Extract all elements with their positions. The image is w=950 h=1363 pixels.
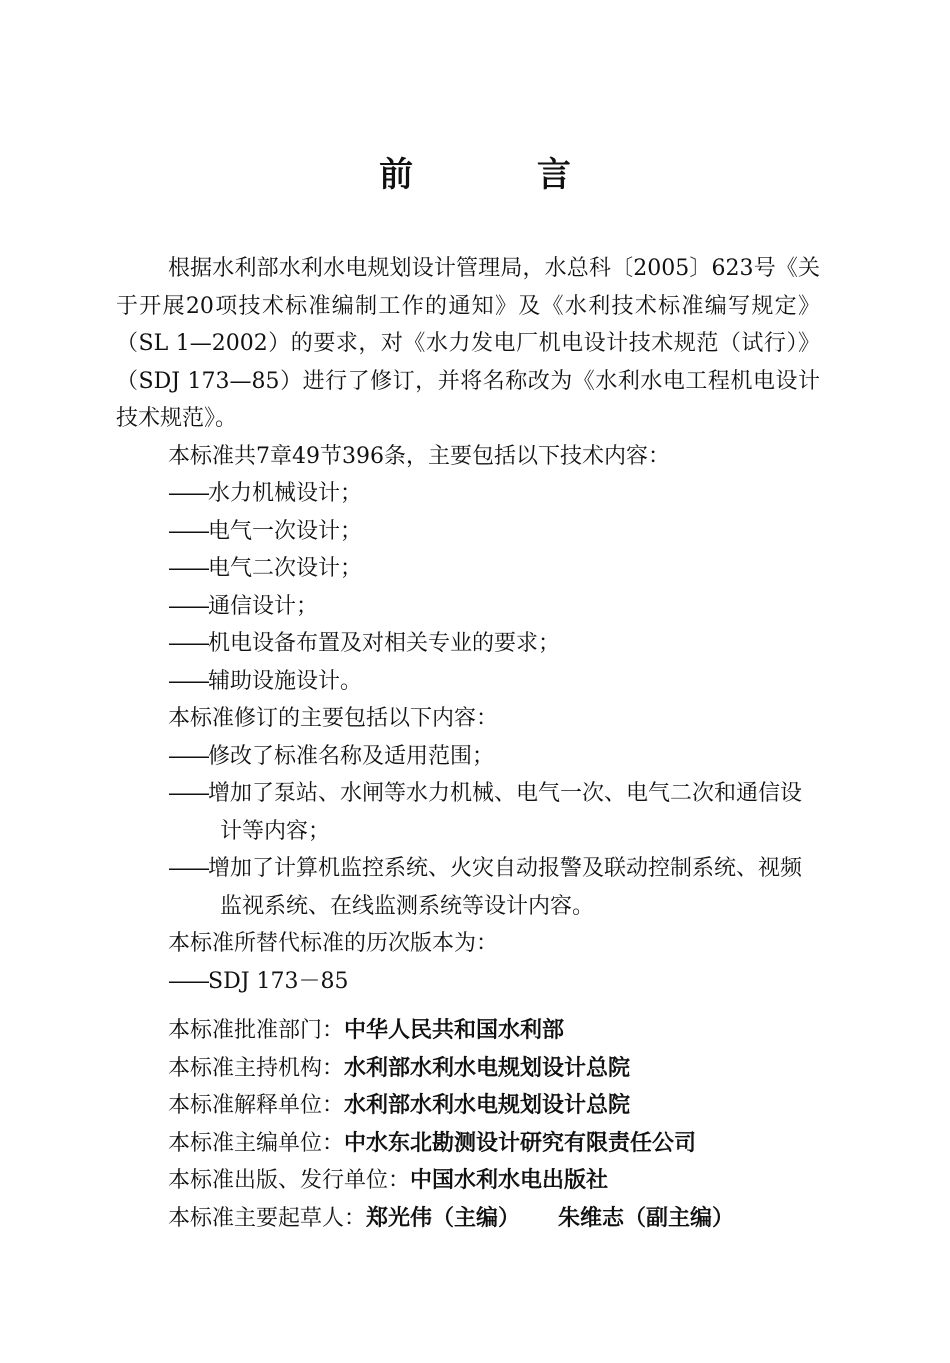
content-item: ——机电设备布置及对相关专业的要求；: [168, 631, 561, 656]
foreword-body: [116, 250, 820, 1237]
dash-mark: ——: [168, 968, 208, 994]
dash-mark: ——: [168, 518, 208, 544]
intro-paragraph: 根据水利部水利水电规划设计管理局，水总科〔2005〕623号《关于开展20项技术标准编制工作的通知》及《水利技术标准编写规定》（SL 1—2002）的要求，对《水力发电厂机电设计技术规范（试行）》（SDJ 173—85）进行了修订，并将名称改为《水利水电工程机电设计技术规范》。: [116, 256, 820, 431]
publisher-line: 本标准出版、发行单位：中国水利水电出版社: [168, 1168, 609, 1193]
approval-line: 本标准批准部门：中华人民共和国水利部: [168, 1018, 565, 1043]
section-spacer: [116, 1000, 820, 1012]
dash-mark: ——: [168, 481, 208, 506]
revision-intro: 本标准修订的主要包括以下内容：: [168, 706, 499, 731]
replaced-item: ——SDJ 173－85: [168, 968, 349, 994]
dash-mark: ——: [168, 668, 208, 694]
editor-line: 本标准主编单位：中水东北勘测设计研究有限责任公司: [168, 1130, 697, 1156]
dash-mark: ——: [168, 593, 208, 619]
revision-item: ——增加了计算机监控系统、火灾自动报警及联动控制系统、视频监视系统、在线监测系统等设计内容。: [168, 856, 803, 919]
dash-mark: ——: [168, 781, 208, 806]
drafters-line: 本标准主要起草人：郑光伟（主编） 朱维志（副主编）: [168, 1205, 735, 1231]
content-intro: 本标准共7章49节396条，主要包括以下技术内容：: [168, 443, 670, 469]
interpret-line: 本标准解释单位：水利部水利水电规划设计总院: [168, 1093, 631, 1118]
content-item: ——水力机械设计；: [168, 481, 363, 506]
dash-mark: ——: [168, 856, 208, 881]
dash-mark: ——: [168, 743, 208, 769]
page-title: 前 言: [379, 155, 627, 195]
revision-item: ——修改了标准名称及适用范围；: [168, 743, 495, 769]
host-line: 本标准主持机构：水利部水利水电规划设计总院: [168, 1055, 631, 1081]
content-item: ——辅助设施设计。: [168, 668, 363, 694]
replaced-intro: 本标准所替代标准的历次版本为：: [168, 931, 499, 956]
content-item: ——电气一次设计；: [168, 518, 363, 544]
content-item: ——电气二次设计；: [168, 556, 363, 581]
content-item: ——通信设计；: [168, 593, 319, 619]
revision-item: ——增加了泵站、水闸等水力机械、电气一次、电气二次和通信设计等内容；: [168, 781, 803, 844]
dash-mark: ——: [168, 631, 208, 656]
dash-mark: ——: [168, 556, 208, 581]
